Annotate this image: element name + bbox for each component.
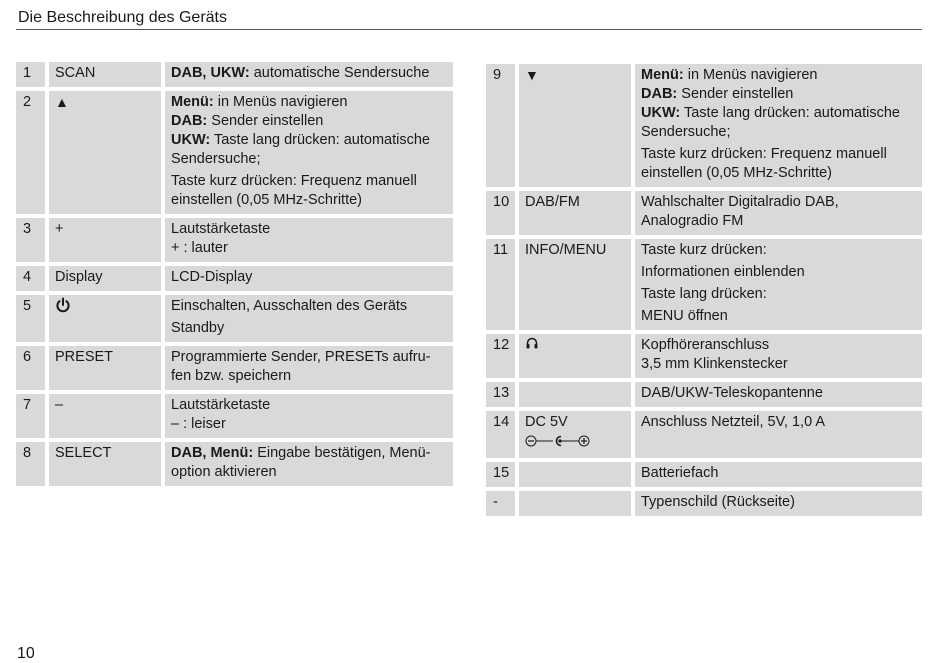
control-label: [519, 334, 631, 378]
description-text: Eingabe bestätigen, Menü-option aktivieren: [171, 445, 431, 480]
description-line: [171, 93, 449, 112]
description-line: [171, 297, 449, 316]
control-name: –: [55, 397, 64, 413]
description-keyword: DAB, UKW:: [171, 65, 250, 81]
control-name: INFO/MENU: [525, 242, 607, 258]
description-line: [641, 145, 918, 183]
item-number: 2: [16, 91, 45, 214]
description-keyword: UKW:: [171, 132, 211, 148]
control-label: [49, 295, 161, 342]
description-text: Anschluss Netzteil, 5V, 1,0 A: [641, 414, 826, 430]
description-text: Taste lang drücken: automatische Sendersuche;: [171, 132, 430, 167]
description-line: [171, 64, 449, 83]
control-description: [165, 91, 453, 214]
description-text: Kopfhöreranschluss: [641, 337, 770, 353]
heading-rule: [16, 29, 922, 30]
description-line: [171, 396, 449, 415]
table-row: [16, 394, 453, 438]
description-text: Programmierte Sender, PRESETs aufru-fen bzw. speichern: [171, 349, 431, 384]
control-description: [165, 346, 453, 390]
description-line: [641, 413, 918, 432]
description-line: [641, 493, 918, 512]
control-description: [635, 411, 922, 458]
control-description: [165, 394, 453, 438]
description-line: [641, 66, 918, 85]
description-text: Taste kurz drücken: Frequenz manuell einstellen (0,05 MHz-Schritte): [171, 173, 417, 208]
item-number: -: [486, 491, 515, 516]
description-line: [641, 464, 918, 483]
control-description: [635, 64, 922, 187]
control-label: [49, 91, 161, 214]
table-row: [16, 442, 453, 486]
item-number: 15: [486, 462, 515, 487]
table-row: [16, 91, 453, 214]
control-label: [519, 239, 631, 330]
item-number: 14: [486, 411, 515, 458]
table-row: [486, 239, 922, 330]
description-text: 3,5 mm Klinkenstecker: [641, 356, 788, 372]
table-row: [486, 64, 922, 187]
control-description: [635, 334, 922, 378]
description-keyword: DAB:: [641, 86, 678, 102]
description-line: [171, 415, 449, 434]
control-name: PRESET: [55, 349, 114, 365]
dc-polarity-icon: [525, 434, 627, 454]
description-text: Informationen einblenden: [641, 264, 805, 280]
description-line: [641, 85, 918, 104]
description-line: [641, 193, 918, 231]
control-label: [519, 382, 631, 407]
description-text: DAB/UKW-Teleskopantenne: [641, 385, 823, 401]
control-label: [49, 62, 161, 87]
description-line: [171, 348, 449, 386]
description-text: Lautstärketaste: [171, 221, 271, 237]
description-line: [641, 384, 918, 403]
item-number: 11: [486, 239, 515, 330]
description-line: [641, 336, 918, 355]
description-text: Taste lang drücken: automatische Sendersuche;: [641, 105, 900, 140]
description-line: [171, 131, 449, 169]
control-description: [165, 218, 453, 262]
table-row: [16, 266, 453, 291]
headphones-icon: [525, 336, 539, 356]
table-row: [486, 491, 922, 516]
table-row: [16, 295, 453, 342]
description-text: in Menüs navigieren: [683, 67, 818, 83]
control-name: DAB/FM: [525, 194, 580, 210]
description-text: Typenschild (Rückseite): [641, 494, 795, 510]
description-line: [641, 355, 918, 374]
item-number: 4: [16, 266, 45, 291]
control-label: [519, 64, 631, 187]
description-text: Einschalten, Ausschalten des Geräts: [171, 298, 408, 314]
table-row: [16, 218, 453, 262]
item-number: 5: [16, 295, 45, 342]
description-line: [171, 239, 449, 258]
description-text: automatische Sendersuche: [249, 65, 430, 81]
control-label: [49, 442, 161, 486]
description-text: Sender einstellen: [207, 113, 324, 129]
description-text: Taste kurz drücken: Frequenz manuell einstellen (0,05 MHz-Schritte): [641, 146, 887, 181]
table-row: [486, 382, 922, 407]
control-label: [49, 266, 161, 291]
description-keyword: Menü:: [171, 94, 214, 110]
description-text: Wahlschalter Digitalradio DAB, Analogradio FM: [641, 194, 839, 229]
item-number: 10: [486, 191, 515, 235]
control-name: DC 5V: [525, 414, 568, 430]
control-description: [165, 295, 453, 342]
power-icon: [55, 297, 71, 319]
control-name: +: [55, 221, 64, 237]
description-text: Lautstärketaste: [171, 397, 271, 413]
description-text: Taste lang drücken:: [641, 286, 767, 302]
item-number: 13: [486, 382, 515, 407]
table-row: [486, 191, 922, 235]
description-line: [171, 268, 449, 287]
control-label: [49, 346, 161, 390]
description-keyword: UKW:: [641, 105, 681, 121]
control-label: [519, 491, 631, 516]
description-keyword: Menü:: [641, 67, 684, 83]
description-line: [171, 319, 449, 338]
control-label: [49, 394, 161, 438]
description-line: [641, 241, 918, 260]
description-text: in Menüs navigieren: [213, 94, 348, 110]
control-name: ▼: [525, 67, 539, 83]
description-line: [171, 220, 449, 239]
table-row: [486, 334, 922, 378]
controls-table-right: [482, 60, 926, 520]
control-description: [165, 266, 453, 291]
description-line: [641, 285, 918, 304]
description-text: Taste kurz drücken:: [641, 242, 767, 258]
description-text: Sender einstellen: [677, 86, 794, 102]
control-name: SELECT: [55, 445, 112, 461]
item-number: 7: [16, 394, 45, 438]
table-row: [16, 62, 453, 87]
item-number: 6: [16, 346, 45, 390]
description-text: – : leiser: [171, 416, 226, 432]
control-label: [519, 462, 631, 487]
item-number: 1: [16, 62, 45, 87]
description-text: LCD-Display: [171, 269, 253, 285]
item-number: 12: [486, 334, 515, 378]
control-name: SCAN: [55, 65, 96, 81]
description-line: [171, 172, 449, 210]
description-keyword: DAB, Menü:: [171, 445, 254, 461]
description-text: MENU öffnen: [641, 308, 728, 324]
control-description: [635, 491, 922, 516]
description-line: [171, 112, 449, 131]
control-name: Display: [55, 269, 103, 285]
description-line: [641, 263, 918, 282]
page-number: 10: [17, 645, 35, 662]
item-number: 8: [16, 442, 45, 486]
table-row: [486, 462, 922, 487]
item-number: 3: [16, 218, 45, 262]
description-line: [641, 104, 918, 142]
control-name: ▲: [55, 94, 69, 110]
table-row: [16, 346, 453, 390]
table-row: [486, 411, 922, 458]
control-description: [165, 62, 453, 87]
description-keyword: DAB:: [171, 113, 208, 129]
control-description: [165, 442, 453, 486]
controls-table-left: [12, 58, 457, 490]
description-line: [171, 444, 449, 482]
control-label: [519, 411, 631, 458]
control-description: [635, 462, 922, 487]
item-number: 9: [486, 64, 515, 187]
control-description: [635, 191, 922, 235]
description-line: [641, 307, 918, 326]
control-description: [635, 382, 922, 407]
description-text: Batteriefach: [641, 465, 719, 481]
description-text: + : lauter: [171, 240, 228, 256]
section-heading: Die Beschreibung des Geräts: [18, 9, 227, 26]
control-label: [519, 191, 631, 235]
control-label: [49, 218, 161, 262]
description-text: Standby: [171, 320, 225, 336]
control-description: [635, 239, 922, 330]
